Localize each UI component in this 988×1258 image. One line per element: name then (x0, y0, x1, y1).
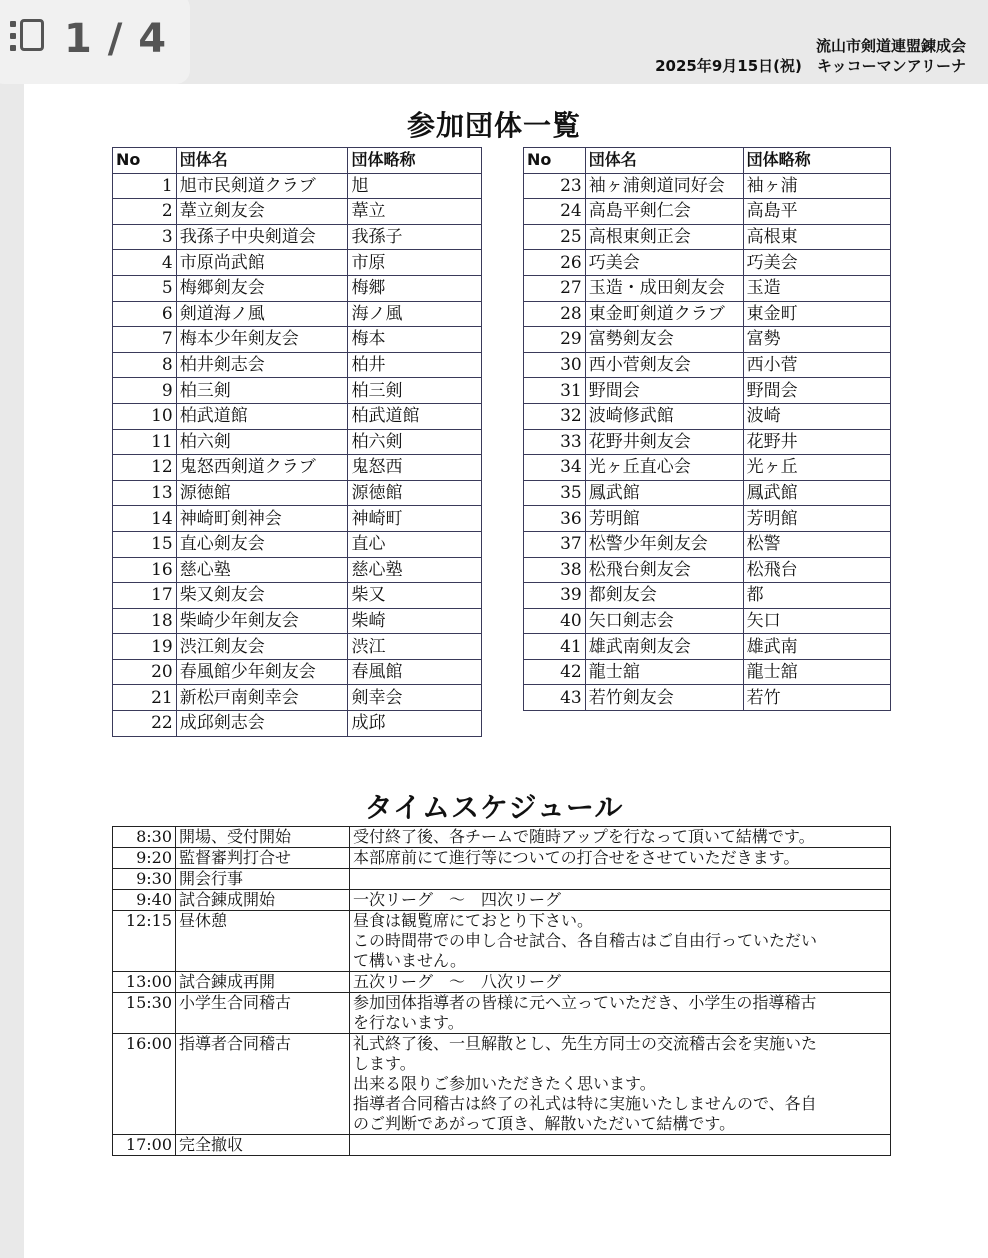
group-short: 松警 (743, 531, 890, 557)
group-short: 慈心塾 (348, 557, 482, 583)
table-row (524, 250, 891, 276)
table-row (524, 378, 891, 404)
group-name: 市原尚武館 (176, 250, 348, 276)
groups-table-left (112, 147, 482, 737)
group-no: 24 (524, 199, 586, 225)
groups-title: 参加団体一覧 (406, 109, 581, 142)
group-short: 成邱 (348, 711, 482, 737)
group-short: 都 (743, 583, 890, 609)
group-short: 松飛台 (743, 557, 890, 583)
schedule-row (113, 1034, 891, 1135)
schedule-desc: 一次リーグ ～ 四次リーグ (350, 890, 891, 911)
table-row (113, 531, 482, 557)
table-row (113, 608, 482, 634)
group-short: 雄武南 (743, 634, 890, 660)
group-name: 高根東剣正会 (585, 224, 743, 250)
group-no: 28 (524, 301, 586, 327)
group-short: 波崎 (743, 403, 890, 429)
table-row (113, 275, 482, 301)
document-header (655, 36, 966, 76)
group-name: 松警少年剣友会 (585, 531, 743, 557)
event-date-venue: 2025年9月15日(祝) キッコーマンアリーナ (655, 57, 966, 75)
group-no: 11 (113, 429, 177, 455)
group-short: 光ヶ丘 (743, 455, 890, 481)
table-row (524, 608, 891, 634)
table-row (524, 224, 891, 250)
group-no: 16 (113, 557, 177, 583)
col-no: No (524, 148, 586, 174)
schedule-desc: 参加団体指導者の皆様に元へ立っていただき、小学生の指導稽古 を行ないます。 (350, 993, 891, 1034)
group-no: 15 (113, 531, 177, 557)
group-short: 剣幸会 (348, 685, 482, 711)
group-short: 神崎町 (348, 506, 482, 532)
schedule-event: 小学生合同稽古 (176, 993, 350, 1034)
group-no: 18 (113, 608, 177, 634)
group-no: 39 (524, 583, 586, 609)
group-short: 花野井 (743, 429, 890, 455)
group-name: 光ヶ丘直心会 (585, 455, 743, 481)
schedule-table (112, 826, 891, 1156)
group-short: 柴崎 (348, 608, 482, 634)
group-short: 龍士舘 (743, 659, 890, 685)
group-no: 38 (524, 557, 586, 583)
group-short: 玉造 (743, 275, 890, 301)
table-row (524, 506, 891, 532)
schedule-time: 17:00 (113, 1135, 176, 1156)
page-counter: 1 / 4 (64, 16, 168, 62)
schedule-event: 昼休憩 (176, 911, 350, 972)
col-name: 団体名 (585, 148, 743, 174)
schedule-event: 指導者合同稽古 (176, 1034, 350, 1135)
group-short: 袖ヶ浦 (743, 173, 890, 199)
table-row (524, 173, 891, 199)
schedule-event: 試合錬成開始 (176, 890, 350, 911)
table-row (113, 583, 482, 609)
group-name: 西小菅剣友会 (585, 352, 743, 378)
group-no: 6 (113, 301, 177, 327)
group-name: 柴又剣友会 (176, 583, 348, 609)
schedule-row (113, 890, 891, 911)
table-row (524, 403, 891, 429)
schedule-time: 9:30 (113, 869, 176, 890)
table-row (524, 455, 891, 481)
group-short: 高根東 (743, 224, 890, 250)
table-row (113, 634, 482, 660)
group-short: 野間会 (743, 378, 890, 404)
group-no: 26 (524, 250, 586, 276)
group-name: 直心剣友会 (176, 531, 348, 557)
group-no: 17 (113, 583, 177, 609)
group-no: 3 (113, 224, 177, 250)
group-name: 鬼怒西剣道クラブ (176, 455, 348, 481)
group-name: 玉造・成田剣友会 (585, 275, 743, 301)
group-short: 源徳館 (348, 480, 482, 506)
group-short: 富勢 (743, 327, 890, 353)
group-no: 29 (524, 327, 586, 353)
group-short: 東金町 (743, 301, 890, 327)
group-name: 雄武南剣友会 (585, 634, 743, 660)
group-name: 富勢剣友会 (585, 327, 743, 353)
group-name: 春風館少年剣友会 (176, 659, 348, 685)
table-row (524, 583, 891, 609)
schedule-row (113, 827, 891, 848)
group-name: 源徳館 (176, 480, 348, 506)
group-name: 剣道海ノ風 (176, 301, 348, 327)
group-no: 5 (113, 275, 177, 301)
group-name: 柏武道館 (176, 403, 348, 429)
group-name: 鳳武館 (585, 480, 743, 506)
group-name: 柴崎少年剣友会 (176, 608, 348, 634)
page-thumbnail-icon[interactable] (10, 19, 48, 59)
group-no: 32 (524, 403, 586, 429)
group-name: 旭市民剣道クラブ (176, 173, 348, 199)
group-no: 37 (524, 531, 586, 557)
group-no: 33 (524, 429, 586, 455)
group-name: 梅郷剣友会 (176, 275, 348, 301)
group-short: 柏井 (348, 352, 482, 378)
table-row (524, 634, 891, 660)
schedule-time: 15:30 (113, 993, 176, 1034)
schedule-desc: 昼食は観覧席にておとり下さい。 この時間帯での申し合せ試合、各自稽古はご自由行っていただい て構いません。 (350, 911, 891, 972)
table-row (113, 557, 482, 583)
group-short: 梅本 (348, 327, 482, 353)
schedule-desc: 受付終了後、各チームで随時アップを行なって頂いて結構です。 (350, 827, 891, 848)
table-row (524, 199, 891, 225)
group-no: 21 (113, 685, 177, 711)
table-row (113, 403, 482, 429)
group-short: 高島平 (743, 199, 890, 225)
group-short: 葦立 (348, 199, 482, 225)
group-short: 芳明館 (743, 506, 890, 532)
group-name: 波崎修武館 (585, 403, 743, 429)
col-short: 団体略称 (348, 148, 482, 174)
table-row (113, 224, 482, 250)
group-name: 松飛台剣友会 (585, 557, 743, 583)
table-row (524, 659, 891, 685)
group-short: 西小菅 (743, 352, 890, 378)
group-no: 36 (524, 506, 586, 532)
group-name: 柏六剣 (176, 429, 348, 455)
group-no: 9 (113, 378, 177, 404)
schedule-time: 13:00 (113, 972, 176, 993)
group-name: 芳明館 (585, 506, 743, 532)
schedule-time: 9:40 (113, 890, 176, 911)
group-no: 31 (524, 378, 586, 404)
table-header-row (113, 148, 482, 174)
table-row (524, 480, 891, 506)
group-short: 巧美会 (743, 250, 890, 276)
group-name: 都剣友会 (585, 583, 743, 609)
group-name: 野間会 (585, 378, 743, 404)
table-row (113, 506, 482, 532)
groups-table-right (523, 147, 891, 711)
schedule-event: 監督審判打合せ (176, 848, 350, 869)
schedule-desc (350, 869, 891, 890)
table-row (524, 531, 891, 557)
table-row (524, 301, 891, 327)
group-no: 35 (524, 480, 586, 506)
table-row (524, 685, 891, 711)
table-row (524, 275, 891, 301)
group-no: 27 (524, 275, 586, 301)
col-name: 団体名 (176, 148, 348, 174)
table-row (113, 685, 482, 711)
group-name: 袖ヶ浦剣道同好会 (585, 173, 743, 199)
schedule-row (113, 972, 891, 993)
group-name: 我孫子中央剣道会 (176, 224, 348, 250)
group-short: 鳳武館 (743, 480, 890, 506)
group-name: 柏三剣 (176, 378, 348, 404)
table-row (524, 352, 891, 378)
group-no: 22 (113, 711, 177, 737)
schedule-desc: 礼式終了後、一旦解散とし、先生方同士の交流稽古会を実施いた します。 出来る限りご参加いただきたく思います。 指導者合同稽古は終了の礼式は特に実施いたしませんので、各自 のご判断であがって頂き、解散いただいて結構です。 (350, 1034, 891, 1135)
group-no: 30 (524, 352, 586, 378)
group-name: 成邱剣志会 (176, 711, 348, 737)
group-no: 8 (113, 352, 177, 378)
group-no: 14 (113, 506, 177, 532)
group-no: 43 (524, 685, 586, 711)
group-short: 矢口 (743, 608, 890, 634)
group-no: 25 (524, 224, 586, 250)
group-short: 梅郷 (348, 275, 482, 301)
group-name: 葦立剣友会 (176, 199, 348, 225)
group-no: 4 (113, 250, 177, 276)
schedule-desc (350, 1135, 891, 1156)
group-short: 旭 (348, 173, 482, 199)
table-row (113, 659, 482, 685)
table-row (524, 327, 891, 353)
schedule-event: 試合錬成再開 (176, 972, 350, 993)
table-row (113, 199, 482, 225)
group-short: 直心 (348, 531, 482, 557)
table-row (113, 455, 482, 481)
group-name: 柏井剣志会 (176, 352, 348, 378)
group-short: 柴又 (348, 583, 482, 609)
group-no: 23 (524, 173, 586, 199)
schedule-event: 完全撤収 (176, 1135, 350, 1156)
table-row (113, 327, 482, 353)
group-name: 渋江剣友会 (176, 634, 348, 660)
schedule-event: 開場、受付開始 (176, 827, 350, 848)
group-name: 龍士舘 (585, 659, 743, 685)
schedule-time: 16:00 (113, 1034, 176, 1135)
schedule-event: 開会行事 (176, 869, 350, 890)
group-no: 40 (524, 608, 586, 634)
group-no: 13 (113, 480, 177, 506)
schedule-row (113, 993, 891, 1034)
schedule-time: 12:15 (113, 911, 176, 972)
group-name: 慈心塾 (176, 557, 348, 583)
group-short: 柏六剣 (348, 429, 482, 455)
schedule-time: 8:30 (113, 827, 176, 848)
group-no: 7 (113, 327, 177, 353)
group-short: 柏武道館 (348, 403, 482, 429)
page-indicator[interactable] (0, 0, 190, 84)
col-no: No (113, 148, 177, 174)
schedule-row (113, 1135, 891, 1156)
group-no: 20 (113, 659, 177, 685)
col-short: 団体略称 (743, 148, 890, 174)
group-no: 10 (113, 403, 177, 429)
group-no: 1 (113, 173, 177, 199)
group-no: 42 (524, 659, 586, 685)
schedule-row (113, 911, 891, 972)
group-name: 巧美会 (585, 250, 743, 276)
event-name: 流山市剣道連盟錬成会 (815, 37, 966, 55)
group-name: 花野井剣友会 (585, 429, 743, 455)
schedule-title: タイムスケジュール (364, 791, 624, 824)
schedule-time: 9:20 (113, 848, 176, 869)
table-header-row (524, 148, 891, 174)
group-name: 梅本少年剣友会 (176, 327, 348, 353)
table-row (113, 378, 482, 404)
table-row (113, 352, 482, 378)
group-short: 鬼怒西 (348, 455, 482, 481)
group-no: 41 (524, 634, 586, 660)
group-no: 34 (524, 455, 586, 481)
group-short: 渋江 (348, 634, 482, 660)
group-short: 若竹 (743, 685, 890, 711)
group-no: 2 (113, 199, 177, 225)
group-name: 神崎町剣神会 (176, 506, 348, 532)
group-name: 高島平剣仁会 (585, 199, 743, 225)
table-row (113, 250, 482, 276)
group-short: 春風館 (348, 659, 482, 685)
group-short: 海ノ風 (348, 301, 482, 327)
schedule-row (113, 869, 891, 890)
table-row (113, 301, 482, 327)
group-name: 東金町剣道クラブ (585, 301, 743, 327)
table-row (524, 557, 891, 583)
group-name: 新松戸南剣幸会 (176, 685, 348, 711)
schedule-desc: 五次リーグ ～ 八次リーグ (350, 972, 891, 993)
table-row (113, 711, 482, 737)
group-name: 矢口剣志会 (585, 608, 743, 634)
group-name: 若竹剣友会 (585, 685, 743, 711)
schedule-row (113, 848, 891, 869)
table-row (524, 429, 891, 455)
group-short: 柏三剣 (348, 378, 482, 404)
schedule-desc: 本部席前にて進行等についての打合せをさせていただきます。 (350, 848, 891, 869)
table-row (113, 480, 482, 506)
group-no: 12 (113, 455, 177, 481)
group-short: 我孫子 (348, 224, 482, 250)
group-no: 19 (113, 634, 177, 660)
table-row (113, 173, 482, 199)
table-row (113, 429, 482, 455)
group-short: 市原 (348, 250, 482, 276)
